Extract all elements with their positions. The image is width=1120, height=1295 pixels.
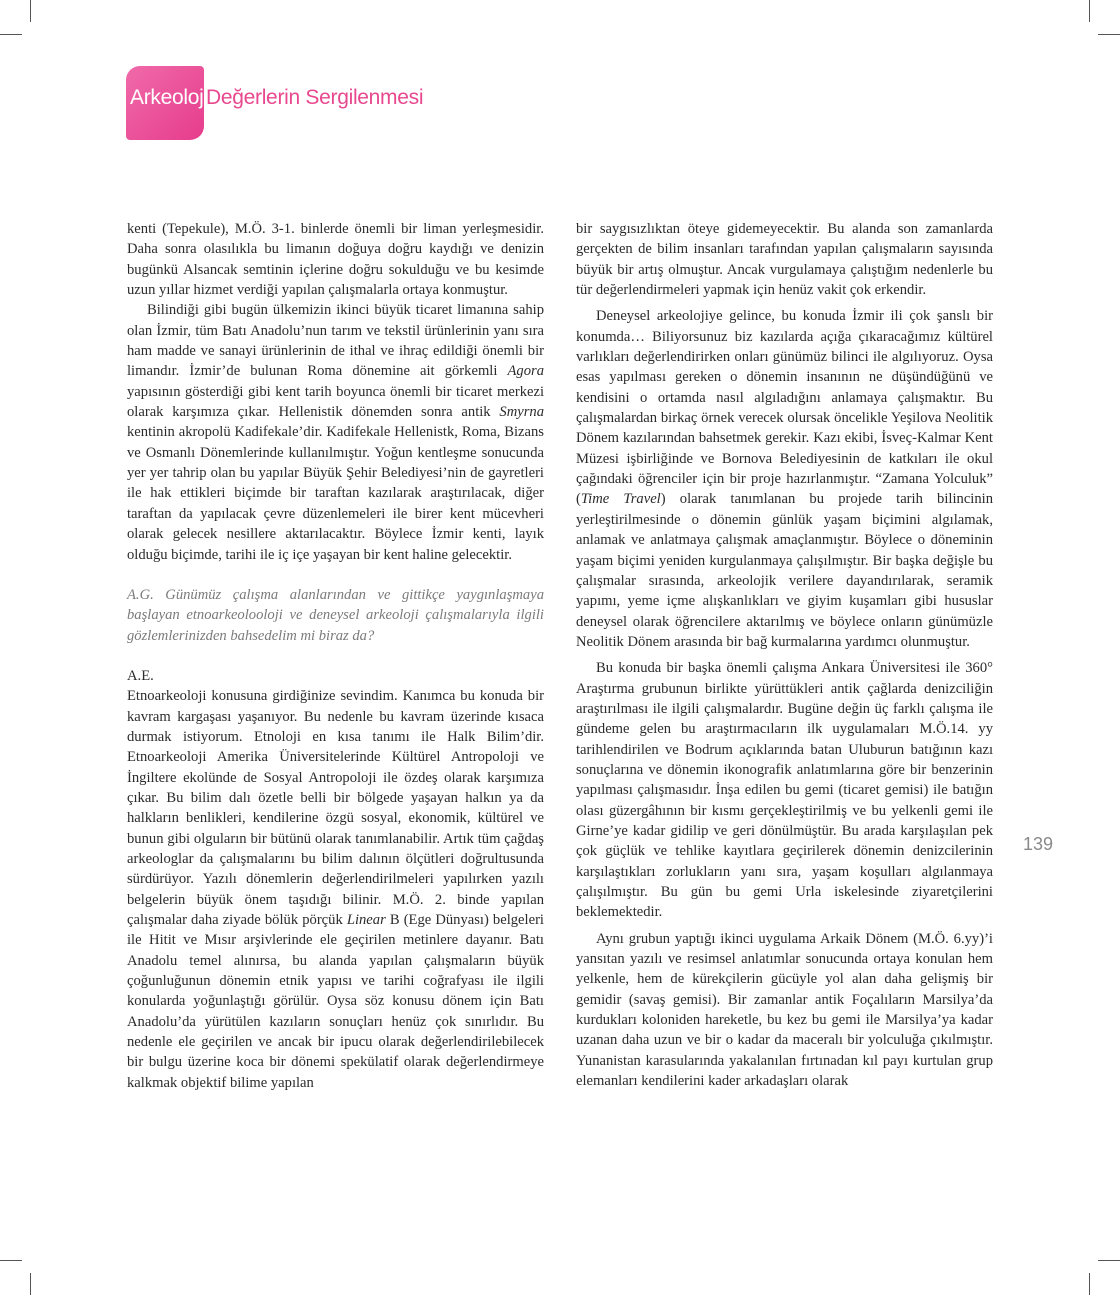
text-run: Etnoarkeoloji konusuna girdiğinize sevindim. Kanımca bu konuda bir kavram kargaşası yaşanıyor. Bu nedenle bu kavram üzerinde kısaca durmak istiyorum. Etnoloji en kısa tanımı ile Halk Bilim’dir. Etnoarkeoloji Amerika Üniversitelerinde Kültürel Antropoloji ve İngiltere ekolünde de Sosyal Antropoloji ile özdeş olarak karşımıza çıkar. Bu bilim dalı özetle belli bir bölgede yaşayan halkın ya da halkların benlikleri, kendilerine özgü sosyal, ekonomik, kültürel ve bunun gibi olguların bir bütünü olarak tanımlanabilir. Artık tüm çağdaş arkeologlar da çalışmalarını bu bilim dalının ölçütleri doğrultusunda sürdürüyor. Yazılı dönemlerin değerlendirilmeleri yapılırken yazılı belgelerin büyük önem taşıdığı bilinir. M.Ö. 2. binde yapılan çalışmalar daha ziyade bölük pörçük: [127, 688, 544, 928]
header-title: Değerlerin Sergilenmesi: [206, 86, 424, 109]
paragraph: [127, 300, 544, 564]
paragraph: Bu konuda bir başka önemli çalışma Ankara Üniversitesi ile 360° Araştırma grubunun birlikte yürüttükleri antik çağlarda denizciliğin araştırılması ile ilgili çalışmalardır. Bugüne değin üç farklı çalışma ile gündeme gelen bu araştırmacıların ilk uygulamaları M.Ö.14. yy tarihlendirilen ve Bodrum açıklarında batan Uluburun batığının kazı sonuçlarına ve dönemin ikonografik anlatımlarına göre bir benzerinin yapılması çalışmasıdır. İnşa edilen bu gemi (ticaret gemisi) ile batığın olası güzergâhının bir kısmı gerçekleştirilmiş ve bu yelkenli gemi ile Girne’ye kadar gidilip ve geri dönülmüştür. Bu arada karşılaşılan pek çok güçlük ve tehlike kayıtlara geçirilerek dönemin denizcilerinin karşılaştıkları zorlukların yanı sıra, yaşam koşulları algılanmaya çalışılmıştır. Bu gün bu gemi Urla iskelesinde ziyaretçilerini beklemektedir.: [576, 660, 993, 921]
crop-mark: [1089, 0, 1090, 22]
crop-mark: [1098, 1260, 1120, 1261]
italic-term: Agora: [507, 363, 544, 380]
right-column: [576, 219, 993, 1091]
paragraph: kenti (Tepekule), M.Ö. 3-1. binlerde önemli bir liman yerleşmesidir. Daha sonra olasılıkla bu limanın doğuya doğru kaydığı ve denizin bugünkü Alsancak semtinin içlerine doğru sokulduğu ve bu kesimde uzun yıllar hizmet verdiği yapılan çalışmalarla ortaya konmuştur.: [127, 221, 544, 299]
page-number: 139: [1023, 834, 1054, 854]
paragraph: [127, 686, 544, 1093]
italic-term: Time Travel: [580, 491, 661, 508]
text-run: ) olarak tanımlanan bu projede tarih bilincinin yerleştirilmesinde o dönemin günlük yaşam biçimini algılamak, anlamak ve anlatmaya çalışmak amaçlanmıştır. Böylece o döneminin yaşam biçimi yeniden kurgulanmaya çalışılmıştır. Bir başka değişle bu çalışmalar sırasında, arkeolojik verilere dayandırılarak, seramik yapımı, yeme içme alışkanlıkları ve giyim kuşamları gibi hususlar deneysel olarak öğrencilere aktarılmış ve böylece onların günümüzle Neolitik Dönem arasında bir bağ kurmalarına yardımcı olunmuştur.: [576, 491, 993, 650]
interview-question: A.G. Günümüz çalışma alanlarından ve gittikçe yaygınlaşmaya başlayan etnoarkeolooloji ve deneysel arkeoloji çalışmalarıyla ilgili gözlemlerinizden bahsedelim mi biraz da?: [127, 586, 544, 644]
italic-term: Linear: [346, 912, 386, 928]
italic-term: Smyrna: [499, 404, 544, 421]
crop-mark: [0, 34, 22, 35]
crop-mark: [30, 1273, 31, 1295]
text-run: B (Ege Dünyası) belgeleri ile Hitit ve Mısır arşivlerinde ele geçirilen metinlere dayanır. Batı Anadolu temel alınırsa, bu alanda yapılan çalışmaların büyük çoğunluğunun dönemin etnik yapısı ve tarihi coğrafyası ile ilgili konularda yoğunlaştığı görülür. Oysa söz konusu dönem için Batı Anadolu’da yürütülen kazıların sonuçları henüz çok sınırlıdır. Bu nedenle ele geçirilen ve ancak bir ipucu olarak değerlendirilebilecek bir bulgu üzerine koca bir dönemi spekülatif olarak değerlendirmeye kalkmak objektif bilime yapılan: [127, 912, 544, 1091]
crop-mark: [1089, 1273, 1090, 1295]
text-run: kentinin akropolü Kadifekale’dir. Kadifekale Hellenistk, Roma, Bizans ve Osmanlı Dönemlerinde kullanılmıştır. Yoğun kentleşme sonucunda yer yer tahrip olan bu yapılar Büyük Şehir Belediyesi’nin de gayretleri ile hak ettikleri biçimde bir taraftan kazılarak araştırılacak, diğer taraftan da yapılacak çevre düzenlemeleri ile birer kent mücevheri olarak gelecek nesillere aktarılacaktır. Böylece İzmir kenti, layık olduğu biçimde, tarihi ile iç içe yaşayan bir kent haline gelecektir.: [127, 424, 544, 563]
crop-mark: [30, 0, 31, 22]
text-run: yapısının gösterdiği gibi kent tarih boyunca önemli bir ticaret merkezi olarak karşımıza çıkar. Hellenistik dönemden sonra antik: [127, 383, 544, 421]
speaker-label: A.E.: [127, 667, 154, 684]
crop-mark: [0, 1260, 22, 1261]
text-run: Deneysel arkeolojiye gelince, bu konuda İzmir ili çok şanslı bir konumda… Biliyorsunuz biz kazılarda açığa çıkaracağımız kültürel varlıkları değerlendirirken onları günümüz bilinci ile algılıyoruz. Oysa esas yapılması gereken o dönemin insanının ne düşündüğünü ve kendisini o ortamda nasıl algıladığını anlamaya çalışmaktır. Bu çalışmalardan birkaç örnek verecek olursak öncelikle Yeşilova Neolitik Dönem kazılarından bahsetmek gerekir. Kazı ekibi, İsveç-Kalmar Kent Müzesi işbirliğinde ve Bornova Belediyesinin de katkıları ile okul çağındaki öğrenciler için bir proje hazırlanmıştır. “Zamana Yolculuk” (: [576, 308, 993, 508]
crop-mark: [1098, 34, 1120, 35]
paragraph: [576, 306, 993, 652]
paragraph: bir saygısızlıktan öteye gidemeyecektir. Bu alanda son zamanlarda gerçekten de bilim insanları tarafından yapılan çalışmaların sayısında büyük bir artış olmuştur. Ancak vurgulamaya çalıştığım nedenlerle bu tür değerlendirmeleri yapmak için henüz vakit çok erkendir.: [576, 221, 993, 299]
text-run: Bilindiği gibi bugün ülkemizin ikinci büyük ticaret limanına sahip olan İzmir, tüm Batı Anadolu’nun tarım ve tekstil ürünlerinin yanı sıra ham madde ve sanayi ürünlerinin de ithal ve ihraç edildiği önemli bir limandır. İzmir’de bulunan Roma dönemine ait görkemli: [127, 302, 544, 380]
header-title-highlight: Arkeolojik: [130, 86, 219, 109]
left-column: [127, 219, 544, 1093]
paragraph: Aynı grubun yaptığı ikinci uygulama Arkaik Dönem (M.Ö. 6.yy)’i yansıtan yazılı ve resimsel anlatımlar sonucunda ortaya konulan hem yelkenle, hem de kürekçilerin gücüyle yol alan daha gelişmiş bir gemidir (savaş gemisi). Bir zamanlar antik Foçalıların Marsilya’da kurdukları koloniden hareketle, bu kez bu gemi ile Marsilya’ya kadar uzanan daha uzun ve bir o kadar da maceralı bir yolculuğa çıkılmıştır. Yunanistan karasularında yakalanılan fırtınadan kıl payı kurtulan grup elemanları kendilerini kader arkadaşları olarak: [576, 930, 993, 1090]
